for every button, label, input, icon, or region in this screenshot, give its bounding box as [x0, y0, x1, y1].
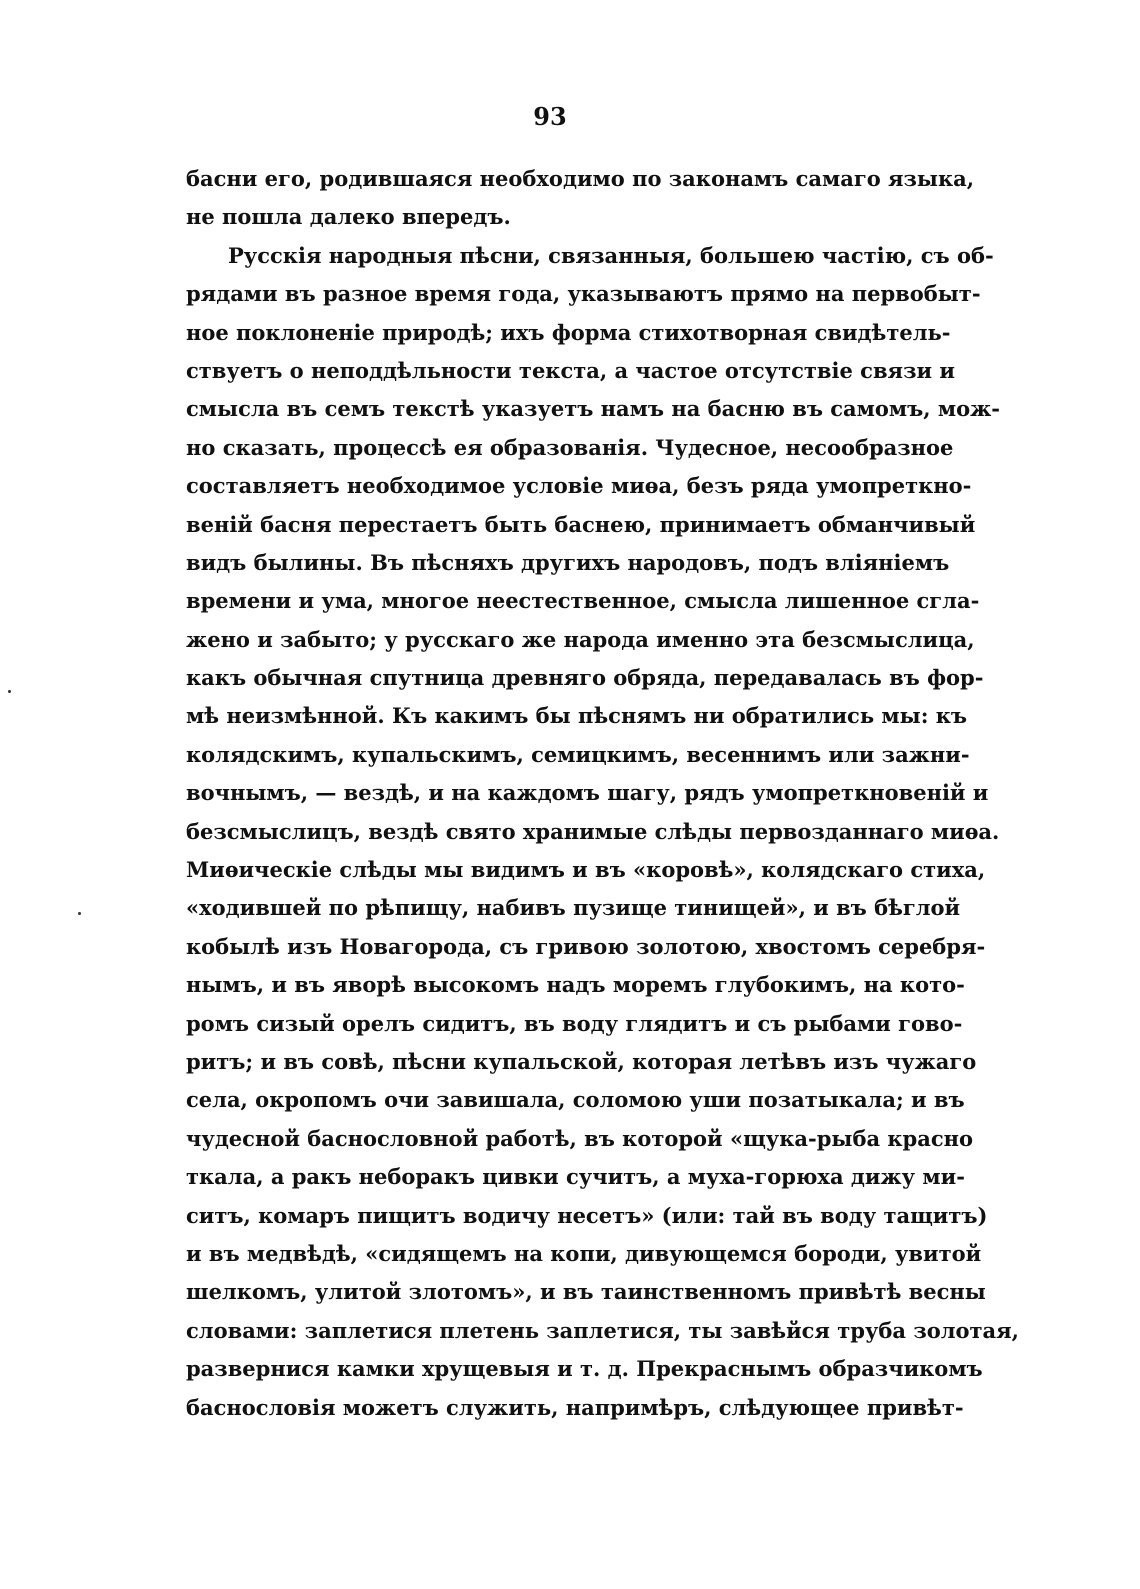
text-line: рядами въ разное время года, указываютъ прямо на первобыт- [186, 281, 981, 307]
text-line: вочнымъ, — вездѣ, и на каждомъ шагу, рядъ умопреткновеній и [186, 780, 989, 806]
text-line: чудесной баснословной работѣ, въ которой «щука-рыба красно [186, 1125, 973, 1151]
text-line: составляетъ необходимое условіе миѳа, безъ ряда умопреткно- [186, 473, 972, 499]
text-line: ситъ, комаръ пищитъ водичу несетъ» (или: тай въ воду тащитъ) [186, 1202, 988, 1228]
text-line: развернися камки хрущевыя и т. д. Прекраснымъ образчикомъ [186, 1356, 983, 1382]
text-line: видъ былины. Въ пѣсняхъ другихъ народовъ, подъ вліяніемъ [186, 549, 950, 575]
text-line: шелкомъ, улитой злотомъ», и въ таинственномъ привѣтѣ весны [186, 1279, 986, 1305]
text-line: но сказать, процессѣ ея образованія. Чудесное, несообразное [186, 434, 954, 460]
scan-speck [78, 912, 81, 915]
text-line: и въ медвѣдѣ, «сидящемъ на копи, дивующемся бороди, увитой [186, 1240, 982, 1266]
scan-speck [8, 690, 11, 693]
text-line: басни его, родившаяся необходимо по законамъ самаго языка, [186, 166, 975, 191]
text-line: кобылѣ изъ Новагорода, съ гривою золотою, хвостомъ серебря- [186, 933, 986, 959]
text-line: нымъ, и въ яворѣ высокомъ надъ моремъ глубокимъ, на кото- [186, 972, 965, 998]
text-line: жено и забыто; у русскаго же народа именно эта безсмыслица, [186, 626, 975, 652]
body-text [186, 160, 1019, 1427]
text-line: словами: заплетися плетень заплетися, ты завѣйся труба золотая, [186, 1317, 1019, 1343]
text-line: ткала, а ракъ неборакъ цивки сучитъ, а муха-горюха дижу ми- [186, 1164, 965, 1190]
text-line: смысла въ семъ текстѣ указуетъ намъ на басню въ самомъ, мож- [186, 396, 1001, 422]
text-line: веній басня перестаетъ быть баснею, принимаетъ обманчивый [186, 511, 976, 537]
text-line: какъ обычная спутница древняго обряда, передавалась въ фор- [186, 665, 984, 691]
text-line: села, окропомъ очи завишала, соломою уши позатыкала; и въ [186, 1087, 965, 1113]
text-line: ствуетъ о неподдѣльности текста, а частое отсутствіе связи и [186, 357, 955, 383]
page-number: 93 [533, 102, 567, 131]
text-line: не пошла далеко впередъ. [186, 204, 511, 230]
text-line: баснословія можетъ служить, напримѣръ, слѣдующее привѣт- [186, 1394, 964, 1420]
text-line: мѣ неизмѣнной. Къ какимъ бы пѣснямъ ни обратились мы: къ [186, 703, 968, 729]
text-line: ромъ сизый орелъ сидитъ, въ воду глядитъ и съ рыбами гово- [186, 1010, 963, 1036]
text-line: Русскія народныя пѣсни, связанныя, большею частію, съ об- [228, 242, 994, 268]
text-line: времени и ума, многое неестественное, смысла лишенное сгла- [186, 588, 980, 614]
text-line: ритъ; и въ совѣ, пѣсни купальской, которая летѣвъ изъ чужаго [186, 1048, 977, 1074]
text-line: ное поклоненіе природѣ; ихъ форма стихотворная свидѣтель- [186, 319, 951, 345]
text-line: Миѳическіе слѣды мы видимъ и въ «коровѣ», колядскаго стиха, [186, 857, 986, 883]
text-line: безсмыслицъ, вездѣ свято хранимые слѣды первозданнаго миѳа. [186, 818, 1000, 844]
text-line: колядскимъ, купальскимъ, семицкимъ, весеннимъ или зажни- [186, 741, 970, 767]
text-line: «ходившей по рѣпищу, набивъ пузище тинищей», и въ бѣглой [186, 895, 961, 921]
